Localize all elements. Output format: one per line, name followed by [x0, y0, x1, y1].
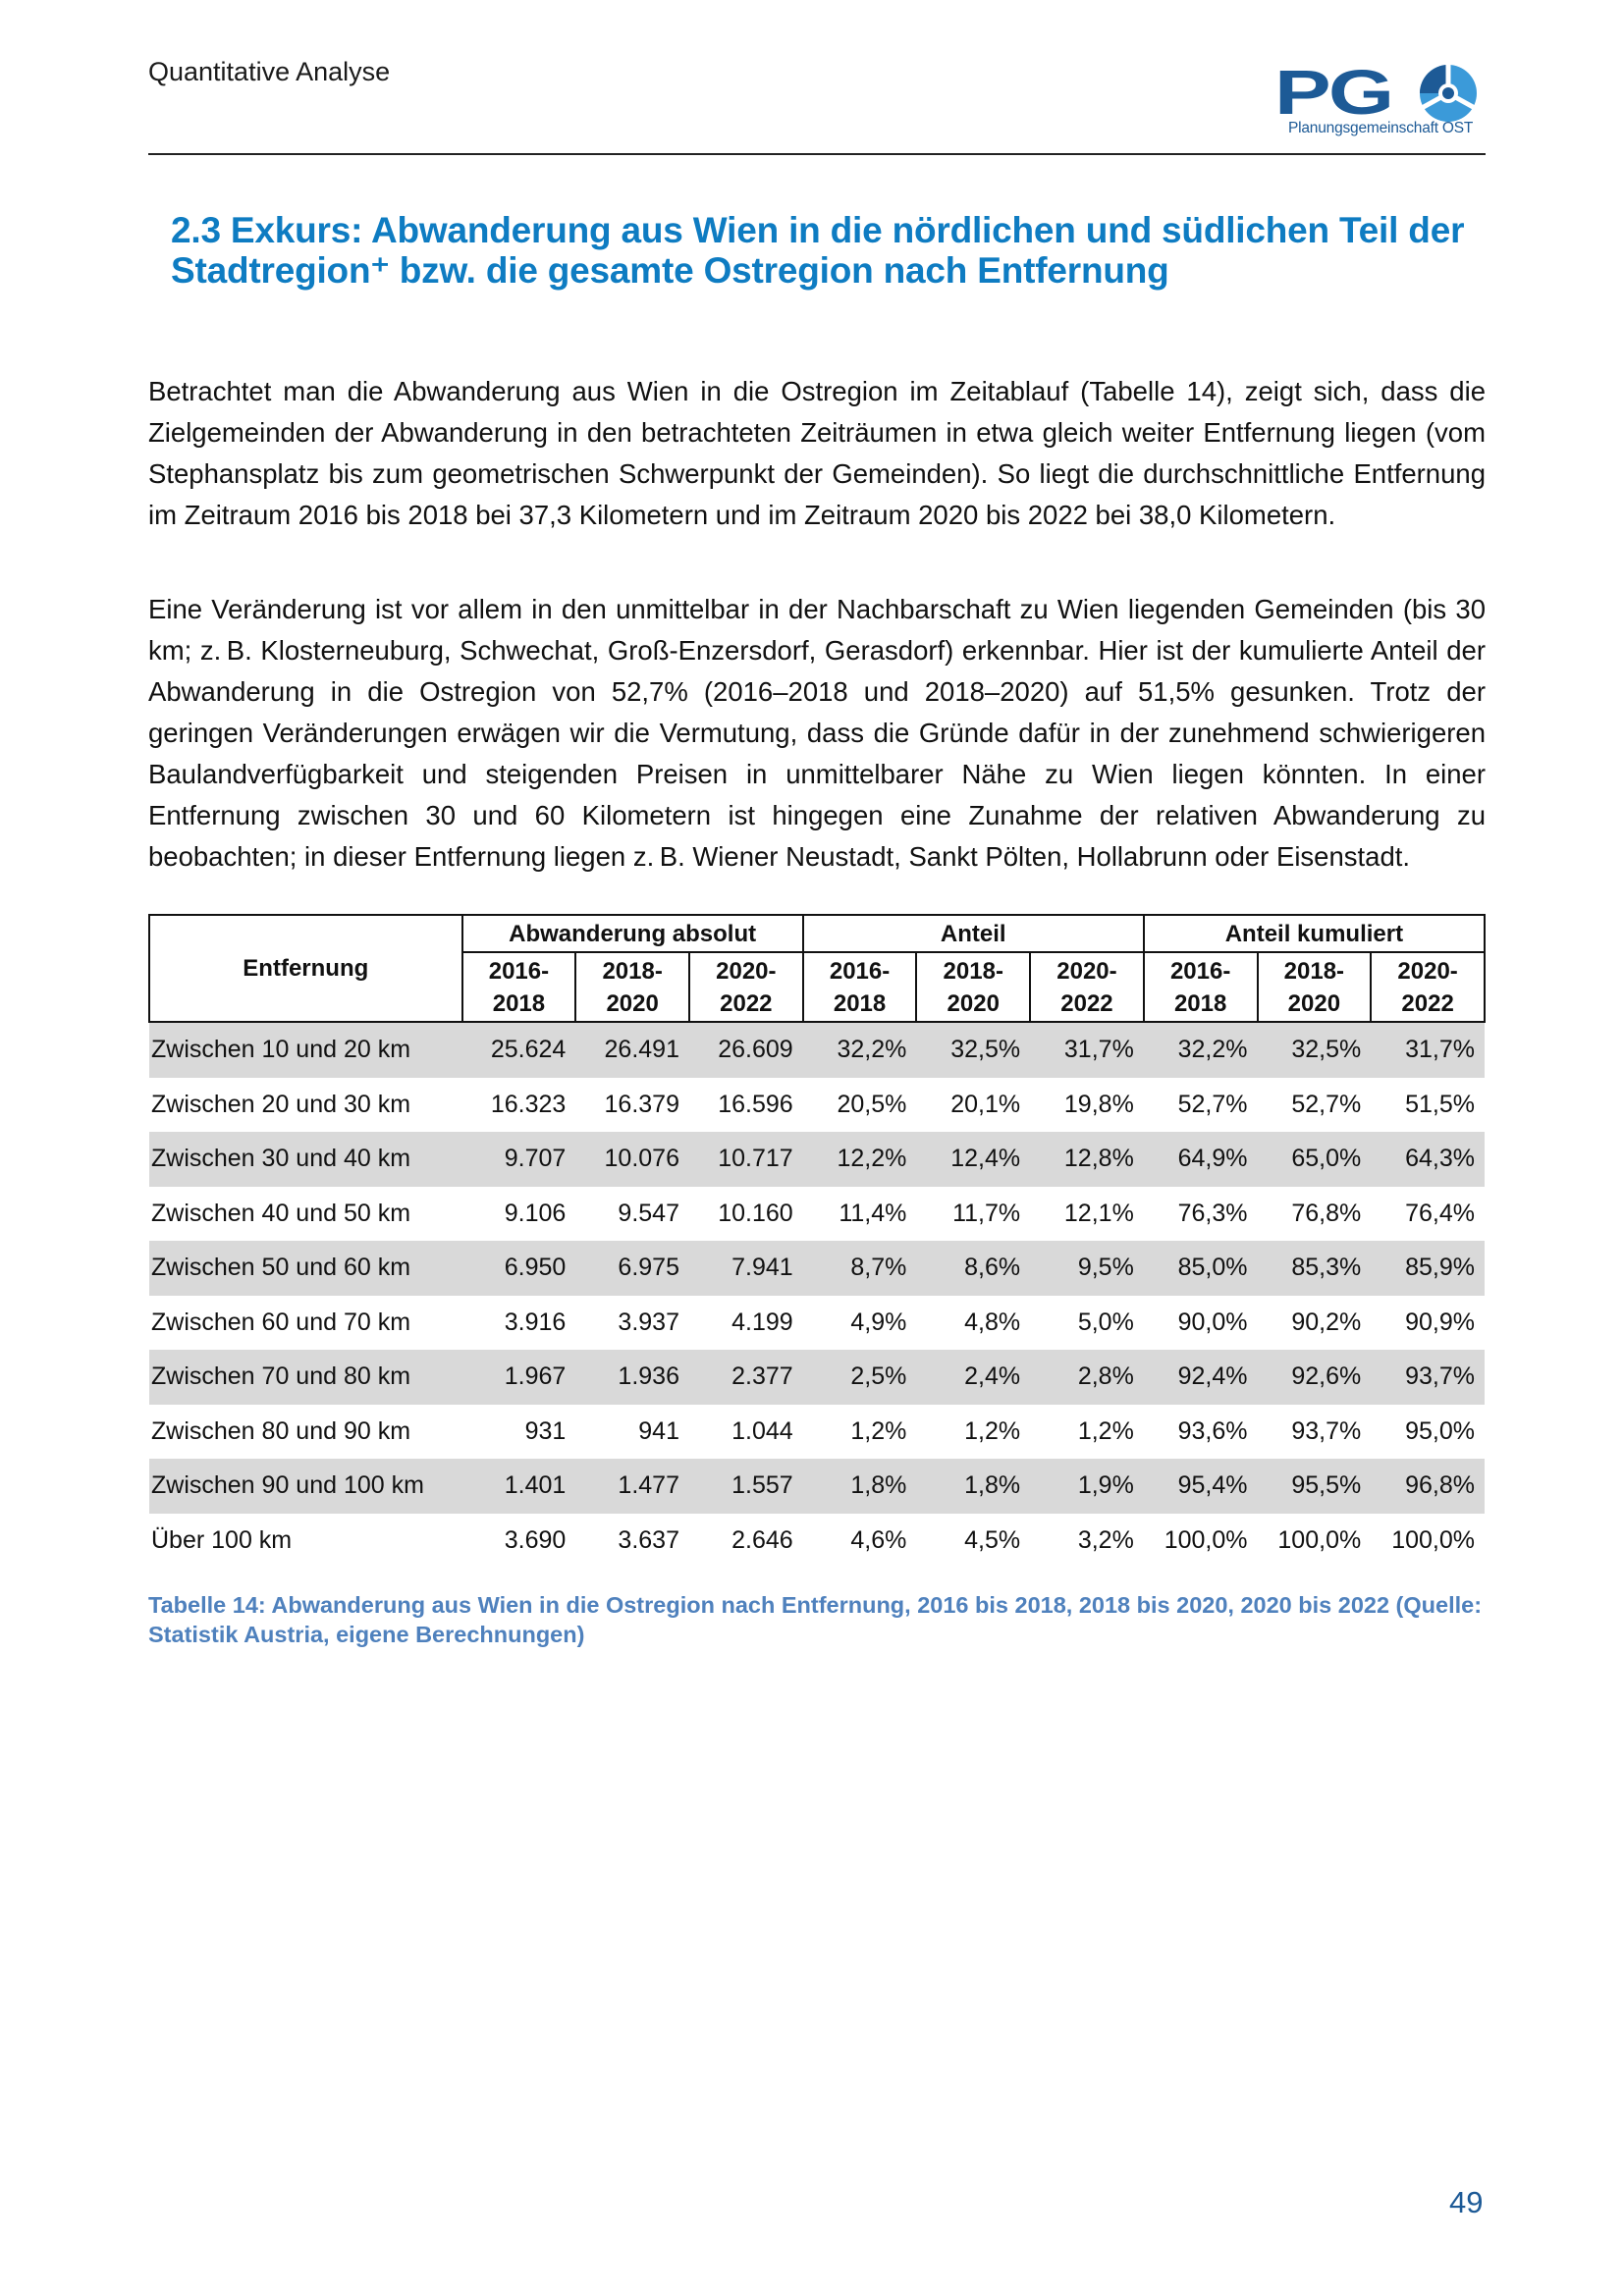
- row-label: Zwischen 30 und 40 km: [149, 1132, 462, 1187]
- row-label: Zwischen 70 und 80 km: [149, 1350, 462, 1405]
- table-cell: 95,5%: [1258, 1459, 1372, 1514]
- table-cell: 52,7%: [1177, 1090, 1248, 1118]
- table-cell: 4,5%: [964, 1525, 1021, 1554]
- table-cell: 76,8%: [1291, 1199, 1362, 1227]
- table-cell: 2,4%: [916, 1350, 1030, 1405]
- table-cell: 51,5%: [1405, 1090, 1475, 1118]
- table-cell: 100,0%: [1164, 1525, 1248, 1554]
- group-header-absolut: Abwanderung absolut: [462, 915, 803, 952]
- table-cell: 2.377: [689, 1350, 803, 1405]
- running-header-title: Quantitative Analyse: [148, 57, 391, 86]
- table-cell: 16.596: [718, 1090, 793, 1118]
- table-cell: 93,7%: [1291, 1416, 1362, 1445]
- row-label: Zwischen 60 und 70 km: [151, 1308, 411, 1336]
- table-cell: 85,3%: [1258, 1241, 1372, 1296]
- table-cell: 12,2%: [803, 1132, 917, 1187]
- table-caption: Tabelle 14: Abwanderung aus Wien in die Ostregion nach Entfernung, 2016 bis 2018, 2018 bis 2020, 2020 bis 2022 (Quelle: Statistik Austria, eigene Berechnungen): [148, 1592, 1483, 1647]
- table-cell: 6.975: [575, 1241, 689, 1296]
- group-header-anteil-kumuliert: Anteil kumuliert: [1144, 915, 1485, 952]
- table-cell: 11,4%: [839, 1199, 907, 1227]
- table-cell: 5,0%: [1077, 1308, 1134, 1336]
- table-cell: 32,5%: [916, 1022, 1030, 1078]
- table-cell: 3.637: [618, 1525, 679, 1554]
- table-cell: 8,6%: [916, 1241, 1030, 1296]
- table-cell: 3,2%: [1077, 1525, 1134, 1554]
- table-cell: 16.323: [490, 1090, 567, 1118]
- table-cell: 76,4%: [1405, 1199, 1475, 1227]
- table-cell: 32,2%: [1144, 1022, 1258, 1078]
- table-cell: 4,8%: [964, 1308, 1021, 1336]
- table-cell: 100,0%: [1277, 1525, 1362, 1554]
- table-cell: 64,3%: [1371, 1132, 1485, 1187]
- table-cell: 92,4%: [1144, 1350, 1258, 1405]
- table-cell: 31,7%: [1371, 1022, 1485, 1078]
- period-header: 2018- 2020: [575, 952, 689, 1022]
- table-cell: 96,8%: [1371, 1459, 1485, 1514]
- table-cell: 100,0%: [1391, 1525, 1475, 1554]
- table-cell: 92,6%: [1258, 1350, 1372, 1405]
- table-cell: 93,6%: [1177, 1416, 1248, 1445]
- table-cell: 931: [524, 1416, 567, 1445]
- body-paragraph-2: Eine Veränderung ist vor allem in den unmittelbar in der Nachbarschaft zu Wien liegenden Gemeinden (bis 30 km; z. B. Klosterneuburg, Schwechat, Groß-Enzersdorf, Gerasdorf) erkennbar. Hier ist der kumulierte Anteil der Abwanderung in die Ostregion von 52,7% (2016–2018 und 2018–2020) auf 51,5% gesunken. Trotz der geringen Veränderungen erwägen wir die Vermutung, dass die Gründe dafür in der zunehmend schwierigeren Baulandverfügbarkeit und steigenden Preisen in unmittelbarer Nähe zu Wien liegen könnten. In einer Entfernung zwischen 30 und 60 Kilometern ist hingegen eine Zunahme der relativen Abwanderung zu beobachten; in dieser Entfernung liegen z. B. Wiener Neustadt, Sankt Pölten, Hollabrunn oder Eisenstadt.: [148, 593, 1486, 872]
- table-cell: 9.707: [462, 1132, 576, 1187]
- table-row: [149, 1132, 1485, 1187]
- table-cell: 8,7%: [803, 1241, 917, 1296]
- table-cell: 1,8%: [803, 1459, 917, 1514]
- period-header: 2020- 2022: [1371, 952, 1485, 1022]
- table-cell: 11,7%: [952, 1199, 1021, 1227]
- pgo-logo: [1274, 57, 1487, 143]
- table-row: [149, 1405, 1485, 1460]
- column-header-entfernung: Entfernung: [149, 915, 462, 1022]
- row-label: Zwischen 80 und 90 km: [151, 1416, 411, 1445]
- table-cell: 31,7%: [1030, 1022, 1144, 1078]
- table-cell: 9.106: [504, 1199, 567, 1227]
- period-header: 2016- 2018: [462, 952, 576, 1022]
- table-cell: 4.199: [731, 1308, 793, 1336]
- table-row: [149, 1187, 1485, 1242]
- table-row: [149, 1241, 1485, 1296]
- page-number: 49: [1449, 2185, 1484, 2219]
- table-cell: 85,0%: [1144, 1241, 1258, 1296]
- header-divider: [148, 153, 1486, 155]
- table-cell: 6.950: [462, 1241, 576, 1296]
- table-row: [149, 1459, 1485, 1514]
- row-label: Zwischen 50 und 60 km: [149, 1241, 462, 1296]
- table-cell: 52,7%: [1291, 1090, 1362, 1118]
- table-cell: 1,9%: [1030, 1459, 1144, 1514]
- table-cell: 3.916: [504, 1308, 567, 1336]
- table-cell: 12,1%: [1063, 1199, 1134, 1227]
- logo-mark: PG: [1274, 57, 1392, 128]
- period-header: 2016- 2018: [1144, 952, 1258, 1022]
- table-cell: 12,8%: [1030, 1132, 1144, 1187]
- row-label: Zwischen 90 und 100 km: [149, 1459, 462, 1514]
- table-cell: 90,2%: [1291, 1308, 1362, 1336]
- table-cell: 90,9%: [1405, 1308, 1475, 1336]
- table-cell: 95,4%: [1144, 1459, 1258, 1514]
- table-cell: 10.160: [718, 1199, 793, 1227]
- table-cell: 32,2%: [803, 1022, 917, 1078]
- table-row: [149, 1022, 1485, 1078]
- table-cell: 10.076: [575, 1132, 689, 1187]
- table-cell: 9,5%: [1030, 1241, 1144, 1296]
- table-cell: 1.044: [731, 1416, 793, 1445]
- table-cell: 65,0%: [1258, 1132, 1372, 1187]
- table-cell: 3.690: [504, 1525, 567, 1554]
- table-row: [149, 1296, 1485, 1351]
- group-header-anteil: Anteil: [803, 915, 1144, 952]
- table-cell: 93,7%: [1371, 1350, 1485, 1405]
- table-cell: 20,5%: [837, 1090, 907, 1118]
- table-cell: 26.609: [689, 1022, 803, 1078]
- table-cell: 1,2%: [850, 1416, 907, 1445]
- table-row: [149, 1078, 1485, 1133]
- table-cell: 3.937: [618, 1308, 679, 1336]
- table-row: [149, 1514, 1485, 1569]
- table-cell: 25.624: [462, 1022, 576, 1078]
- table-cell: 4,6%: [850, 1525, 907, 1554]
- table-cell: 95,0%: [1405, 1416, 1475, 1445]
- table-cell: 1.936: [575, 1350, 689, 1405]
- table-row: [149, 1350, 1485, 1405]
- table-cell: 1.401: [462, 1459, 576, 1514]
- table-cell: 76,3%: [1177, 1199, 1248, 1227]
- table-cell: 9.547: [618, 1199, 679, 1227]
- row-label: Zwischen 20 und 30 km: [151, 1090, 411, 1118]
- table-cell: 1,2%: [1077, 1416, 1134, 1445]
- table-cell: 64,9%: [1144, 1132, 1258, 1187]
- period-header: 2020- 2022: [689, 952, 803, 1022]
- table-cell: 1.477: [575, 1459, 689, 1514]
- table-cell: 16.379: [604, 1090, 679, 1118]
- table-body: [149, 1022, 1485, 1568]
- table-cell: 12,4%: [916, 1132, 1030, 1187]
- distance-migration-table: [148, 914, 1486, 1568]
- table-cell: 2,5%: [803, 1350, 917, 1405]
- table-cell: 10.717: [689, 1132, 803, 1187]
- table-cell: 941: [638, 1416, 679, 1445]
- table-cell: 7.941: [689, 1241, 803, 1296]
- table-cell: 1,8%: [916, 1459, 1030, 1514]
- period-header: 2016- 2018: [803, 952, 917, 1022]
- table-cell: 1.557: [689, 1459, 803, 1514]
- table-cell: 2.646: [731, 1525, 793, 1554]
- table-cell: 26.491: [575, 1022, 689, 1078]
- table-cell: 20,1%: [950, 1090, 1021, 1118]
- table-cell: 2,8%: [1030, 1350, 1144, 1405]
- table-cell: 32,5%: [1258, 1022, 1372, 1078]
- table-cell: 4,9%: [850, 1308, 907, 1336]
- table-cell: 1.967: [462, 1350, 576, 1405]
- table-cell: 90,0%: [1177, 1308, 1248, 1336]
- row-label: Zwischen 10 und 20 km: [149, 1022, 462, 1078]
- body-paragraph-1: Betrachtet man die Abwanderung aus Wien in die Ostregion im Zeitablauf (Tabelle 14), zeigt sich, dass die Zielgemeinden der Abwanderung in den betrachteten Zeiträumen in etwa gleich weiter Entfernung liegen (vom Stephansplatz bis zum geometrischen Schwerpunkt der Gemeinden). So liegt die durchschnittliche Entfernung im Zeitraum 2016 bis 2018 bei 37,3 Kilometern und im Zeitraum 2020 bis 2022 bei 38,0 Kilometern.: [148, 375, 1486, 530]
- section-heading: 2.3 Exkurs: Abwanderung aus Wien in die nördlichen und südlichen Teil der Stadtregion⁺ bzw. die gesamte Ostregion nach Entfernung: [171, 210, 1465, 291]
- period-header: 2018- 2020: [916, 952, 1030, 1022]
- period-header: 2020- 2022: [1030, 952, 1144, 1022]
- row-label: Zwischen 40 und 50 km: [151, 1199, 411, 1227]
- table-cell: 85,9%: [1371, 1241, 1485, 1296]
- table-cell: 19,8%: [1063, 1090, 1134, 1118]
- row-label: Über 100 km: [151, 1525, 293, 1554]
- pgo-wheel-icon: [1414, 63, 1483, 124]
- table-cell: 1,2%: [964, 1416, 1021, 1445]
- logo-tagline: Planungsgemeinschaft OST: [1288, 120, 1474, 136]
- period-header: 2018- 2020: [1258, 952, 1372, 1022]
